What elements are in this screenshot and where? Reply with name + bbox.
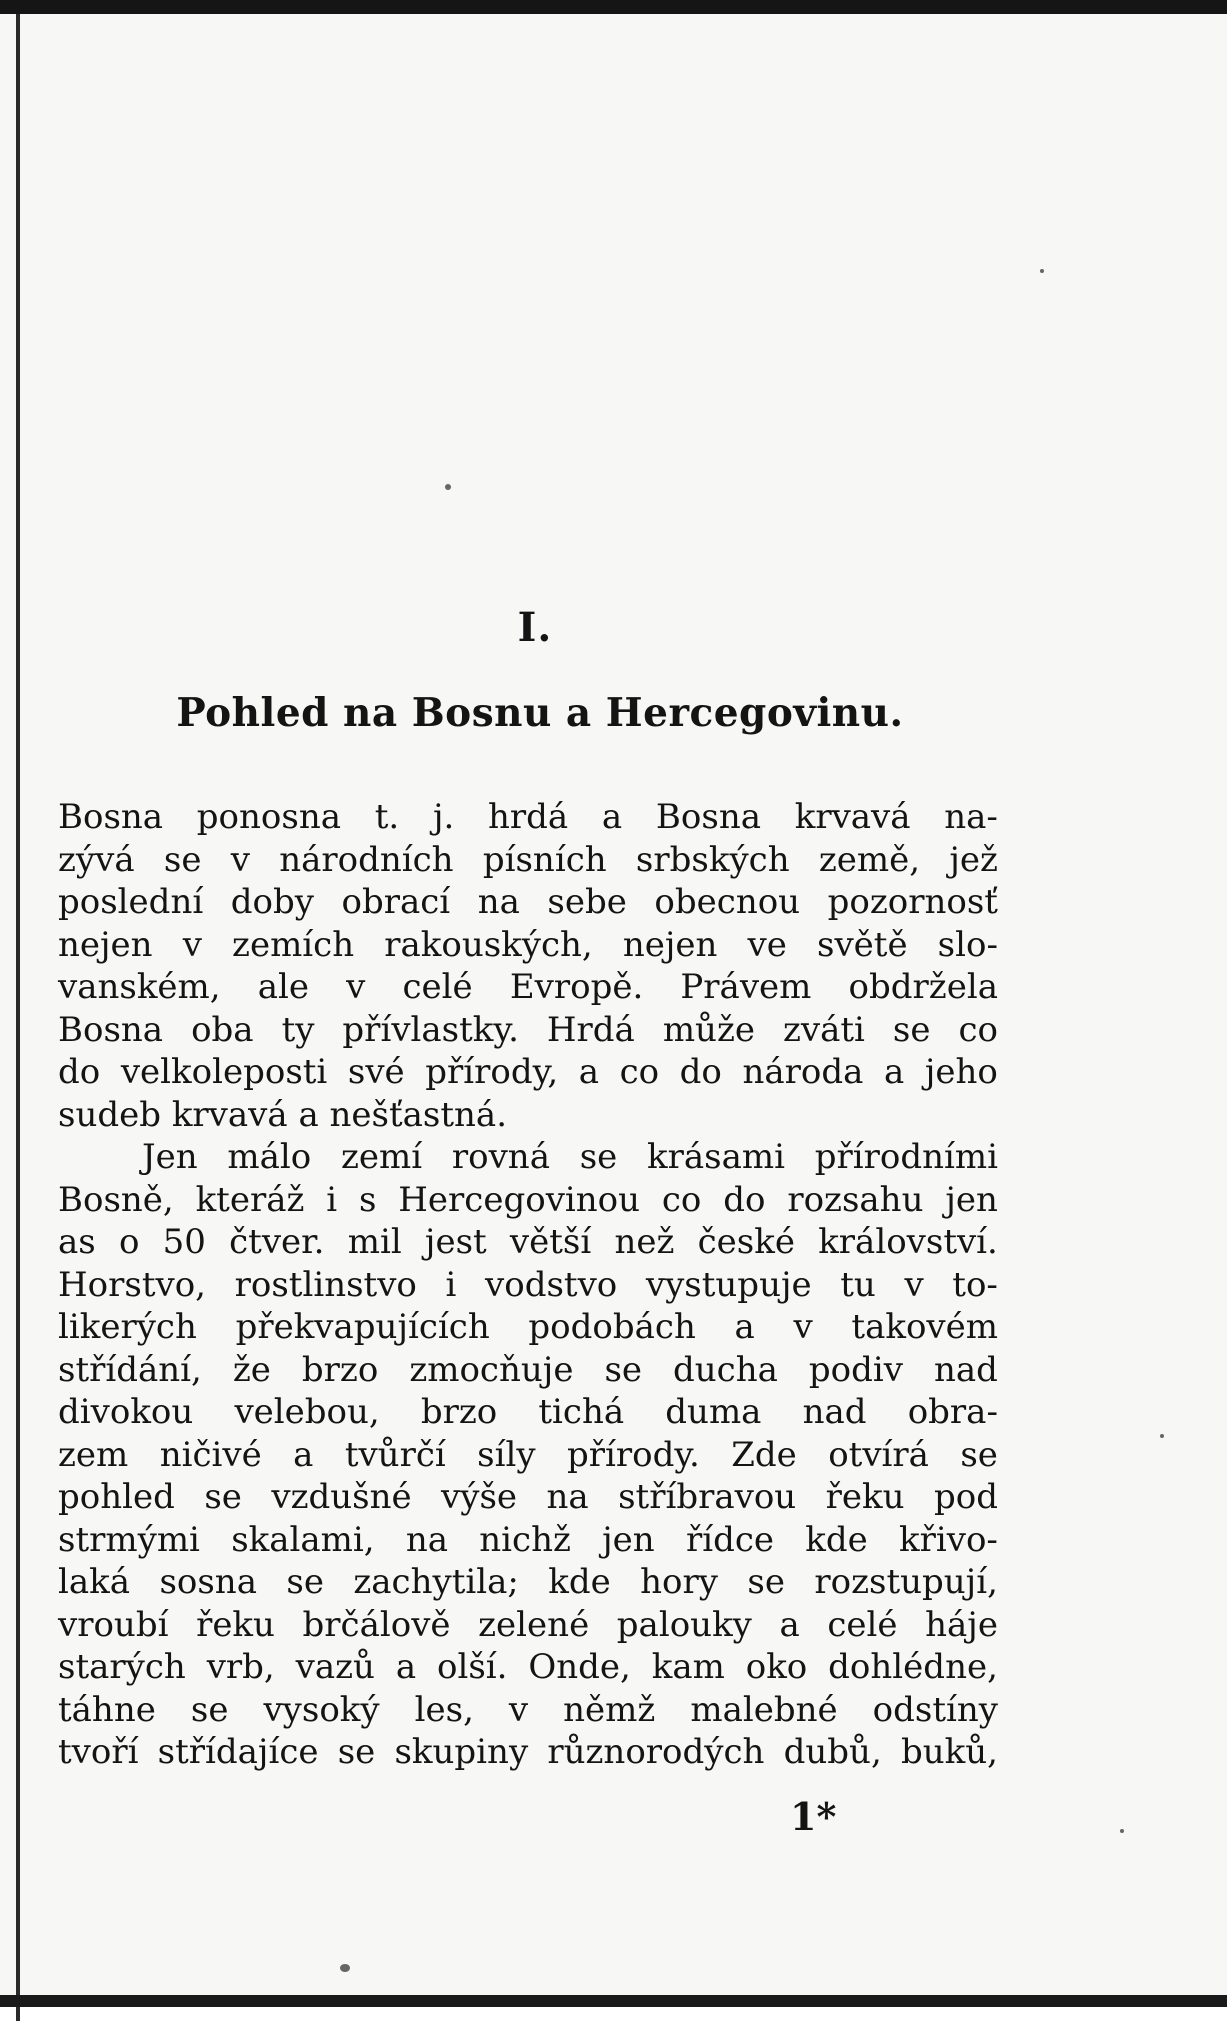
word: dohlédne, <box>828 1647 998 1687</box>
word: v <box>904 1264 924 1305</box>
word: rovná <box>451 1137 550 1177</box>
word: celé <box>827 1604 898 1645</box>
word: malebné <box>690 1689 838 1730</box>
word: stříbravou <box>618 1477 797 1517</box>
word: zváti <box>782 1009 865 1050</box>
word: skalami, <box>231 1519 375 1560</box>
word: střídání, <box>58 1349 202 1390</box>
word: své <box>347 1052 405 1092</box>
word: pod <box>933 1477 998 1517</box>
word: podobách <box>528 1307 696 1347</box>
word: do <box>58 1052 101 1092</box>
word: a <box>734 1307 755 1347</box>
word: oba <box>191 1009 254 1050</box>
word: tvůrčí <box>344 1434 446 1475</box>
word: vzdušné <box>271 1477 412 1517</box>
word: krvavá <box>794 797 911 837</box>
word: nichž <box>479 1519 571 1560</box>
word: a <box>293 1434 314 1475</box>
word: se <box>204 1477 242 1517</box>
chapter-number: I. <box>517 604 553 651</box>
word: Onde, <box>528 1647 631 1687</box>
word: o <box>118 1222 140 1262</box>
word: t. <box>374 797 400 837</box>
word: zemích <box>232 924 355 965</box>
word: křivo- <box>899 1519 998 1560</box>
word: jen <box>602 1519 655 1560</box>
word: se <box>190 1689 229 1730</box>
word: palouky <box>616 1604 752 1645</box>
word: různorodých <box>547 1732 765 1772</box>
text-line <box>58 1604 998 1647</box>
word: Bosna <box>58 1009 164 1050</box>
word: málo <box>227 1137 312 1177</box>
word: obra- <box>907 1392 998 1432</box>
word: duma <box>665 1392 762 1432</box>
word: olší. <box>436 1647 508 1687</box>
word: zemí <box>340 1137 423 1177</box>
word: ale <box>257 967 310 1007</box>
word: táhne <box>58 1689 156 1730</box>
word: co <box>619 1052 660 1092</box>
word: a <box>298 1094 330 1135</box>
word: velebou, <box>234 1392 380 1432</box>
text-line <box>58 796 998 839</box>
word: háje <box>925 1604 998 1645</box>
word: Bosna <box>58 797 164 837</box>
word: národa <box>742 1052 864 1092</box>
page-left-edge <box>16 14 20 2021</box>
word: a <box>578 1052 599 1092</box>
word: řeku <box>825 1477 905 1517</box>
word: vystupuje <box>645 1264 812 1305</box>
word: může <box>662 1009 755 1050</box>
word: překvapujících <box>235 1307 490 1347</box>
word: přírody, <box>425 1052 559 1092</box>
word: strmými <box>58 1519 200 1560</box>
text-line <box>58 1221 998 1264</box>
word: starých <box>58 1647 186 1687</box>
word: se <box>747 1562 785 1602</box>
word: poslední <box>58 882 204 922</box>
word: laká <box>58 1562 131 1602</box>
word: jest <box>424 1222 487 1262</box>
word: národních <box>279 839 454 880</box>
text-line <box>58 1646 998 1689</box>
word: mil <box>347 1222 402 1262</box>
word: větší <box>509 1222 592 1262</box>
word: skupiny <box>394 1732 529 1772</box>
word: kde <box>548 1562 611 1602</box>
word: vroubí <box>58 1604 169 1645</box>
text-line <box>58 1689 998 1732</box>
word: odstíny <box>872 1689 998 1730</box>
word: otvírá <box>828 1434 929 1475</box>
word: takovém <box>851 1307 998 1347</box>
word: obecnou <box>654 882 801 922</box>
word: nešťastná. <box>329 1094 508 1135</box>
word: j. <box>432 797 455 837</box>
word: zachytila; <box>353 1562 519 1602</box>
word: ničivé <box>159 1434 262 1475</box>
word: se <box>960 1434 998 1475</box>
ink-speck <box>1160 1434 1164 1438</box>
text-line <box>58 1561 998 1604</box>
word: než <box>614 1222 675 1262</box>
word: v <box>508 1689 529 1730</box>
word: vrb, <box>206 1647 275 1687</box>
text-line <box>58 1306 998 1349</box>
text-line <box>58 1009 998 1052</box>
text-line <box>58 1349 998 1392</box>
word: království. <box>818 1222 998 1262</box>
word: zem <box>58 1434 129 1475</box>
word: písních <box>482 839 607 880</box>
ink-speck <box>445 484 451 490</box>
word: likerých <box>58 1307 197 1347</box>
word: do <box>723 1179 766 1220</box>
text-line <box>58 839 998 882</box>
word: se <box>337 1732 376 1772</box>
word: řídce <box>685 1519 774 1560</box>
word: buků, <box>900 1732 998 1772</box>
word: Zde <box>731 1434 797 1475</box>
word: na <box>405 1519 448 1560</box>
word: rostlinstvo <box>234 1264 417 1305</box>
word: že <box>232 1349 271 1390</box>
word: zmocňuje <box>409 1349 574 1390</box>
word: jeho <box>924 1052 998 1092</box>
word: se <box>892 1009 931 1050</box>
word: obdržela <box>848 967 998 1007</box>
word: velkoleposti <box>120 1052 328 1092</box>
word: zývá <box>58 839 135 880</box>
printer-signature-mark: 1* <box>790 1794 837 1839</box>
word: v <box>182 924 202 965</box>
word: 50 <box>162 1222 206 1262</box>
word: i <box>445 1264 457 1305</box>
word: ty <box>281 1009 315 1050</box>
word: řeku <box>196 1604 275 1645</box>
word: se <box>604 1349 643 1390</box>
word: pozornosť <box>827 882 998 922</box>
word: Bosna <box>655 797 761 837</box>
text-line <box>58 924 998 967</box>
word: a <box>779 1604 800 1645</box>
text-line <box>58 1264 998 1307</box>
word: ducha <box>673 1349 778 1390</box>
word: tvoří <box>58 1732 139 1772</box>
word: ponosna <box>196 797 342 837</box>
text-line <box>58 881 998 924</box>
word: do <box>679 1052 722 1092</box>
word: i <box>326 1179 338 1220</box>
word: v <box>230 839 250 880</box>
text-line <box>58 1136 998 1179</box>
word: se <box>286 1562 324 1602</box>
word: ve <box>747 924 787 965</box>
word: nad <box>802 1392 867 1432</box>
ink-speck <box>1040 269 1044 273</box>
text-line <box>58 1476 998 1519</box>
word: Hrdá <box>546 1009 635 1050</box>
word: tichá <box>538 1392 625 1432</box>
word: brčálově <box>302 1604 451 1645</box>
word: výše <box>441 1477 518 1517</box>
page-bottom-edge <box>0 1995 1227 2007</box>
word: čtver. <box>229 1222 325 1262</box>
word: as <box>58 1222 96 1262</box>
word: les, <box>414 1689 474 1730</box>
word: jež <box>949 839 998 880</box>
word: co <box>661 1179 702 1220</box>
word: němž <box>563 1689 656 1730</box>
word: pohled <box>58 1477 175 1517</box>
text-line <box>58 1094 998 1137</box>
word: brzo <box>301 1349 379 1390</box>
word: přívlastky. <box>342 1009 519 1050</box>
word: a <box>884 1052 905 1092</box>
word: sebe <box>547 882 627 922</box>
word: kde <box>805 1519 868 1560</box>
chapter-title: Pohled na Bosnu a Hercegovinu. <box>176 690 904 736</box>
ink-speck <box>1120 1829 1124 1833</box>
word: na <box>477 882 520 922</box>
word: rakouských, <box>384 924 593 965</box>
word: zelené <box>478 1604 590 1645</box>
word: tu <box>840 1264 876 1305</box>
word: v <box>793 1307 813 1347</box>
word: vysoký <box>263 1689 380 1730</box>
word: české <box>697 1222 795 1262</box>
word: na <box>546 1477 589 1517</box>
word: Horstvo, <box>58 1264 206 1305</box>
word: dubů, <box>783 1732 882 1772</box>
word: Bosně, <box>58 1179 174 1220</box>
word: v <box>346 967 366 1007</box>
word: kam <box>651 1647 725 1687</box>
word: a <box>601 797 623 837</box>
word: oko <box>745 1647 808 1687</box>
text-line <box>58 1434 998 1477</box>
word: to- <box>952 1264 998 1305</box>
word: vanském, <box>58 967 221 1007</box>
word: vodstvo <box>485 1264 618 1305</box>
word: divokou <box>58 1392 194 1432</box>
word: a <box>395 1647 417 1687</box>
word: kteráž <box>195 1179 305 1220</box>
ink-speck <box>340 1964 350 1972</box>
word: Právem <box>680 967 812 1007</box>
word: doby <box>230 882 314 922</box>
text-line <box>58 1179 998 1222</box>
word: síly <box>477 1434 536 1475</box>
word: nad <box>933 1349 998 1390</box>
word: krásami <box>647 1137 785 1177</box>
word: na- <box>944 797 998 837</box>
word: rozsahu <box>787 1179 924 1220</box>
word: se <box>163 839 202 880</box>
word: Evropě. <box>509 967 644 1007</box>
word: přírody. <box>566 1434 700 1475</box>
word: světě <box>817 924 908 965</box>
word: jen <box>945 1179 998 1220</box>
body-text <box>58 796 998 1774</box>
word: Hercegovinou <box>398 1179 641 1220</box>
word: rozstupují, <box>814 1562 998 1602</box>
text-line <box>58 1391 998 1434</box>
word: slo- <box>937 924 998 965</box>
word: srbských <box>635 839 790 880</box>
word: přírodními <box>814 1137 998 1177</box>
word: podiv <box>808 1349 903 1390</box>
word: sudeb <box>58 1094 172 1135</box>
word: nejen <box>622 924 718 965</box>
word: krvavá <box>171 1094 299 1135</box>
text-line <box>58 1051 998 1094</box>
text-line <box>58 966 998 1009</box>
word: obrací <box>341 882 451 922</box>
text-line <box>58 1519 998 1562</box>
word: brzo <box>420 1392 498 1432</box>
word: sosna <box>159 1562 257 1602</box>
word: vazů <box>295 1647 375 1687</box>
word: hory <box>640 1562 718 1602</box>
word: Jen <box>142 1137 198 1177</box>
word: co <box>958 1009 998 1050</box>
word: nejen <box>58 924 153 965</box>
word: se <box>579 1137 618 1177</box>
word: s <box>358 1179 377 1220</box>
word: hrdá <box>488 797 569 837</box>
word: země, <box>818 839 921 880</box>
word: střídajíce <box>157 1732 319 1772</box>
word: celé <box>402 967 473 1007</box>
text-line <box>58 1731 998 1774</box>
